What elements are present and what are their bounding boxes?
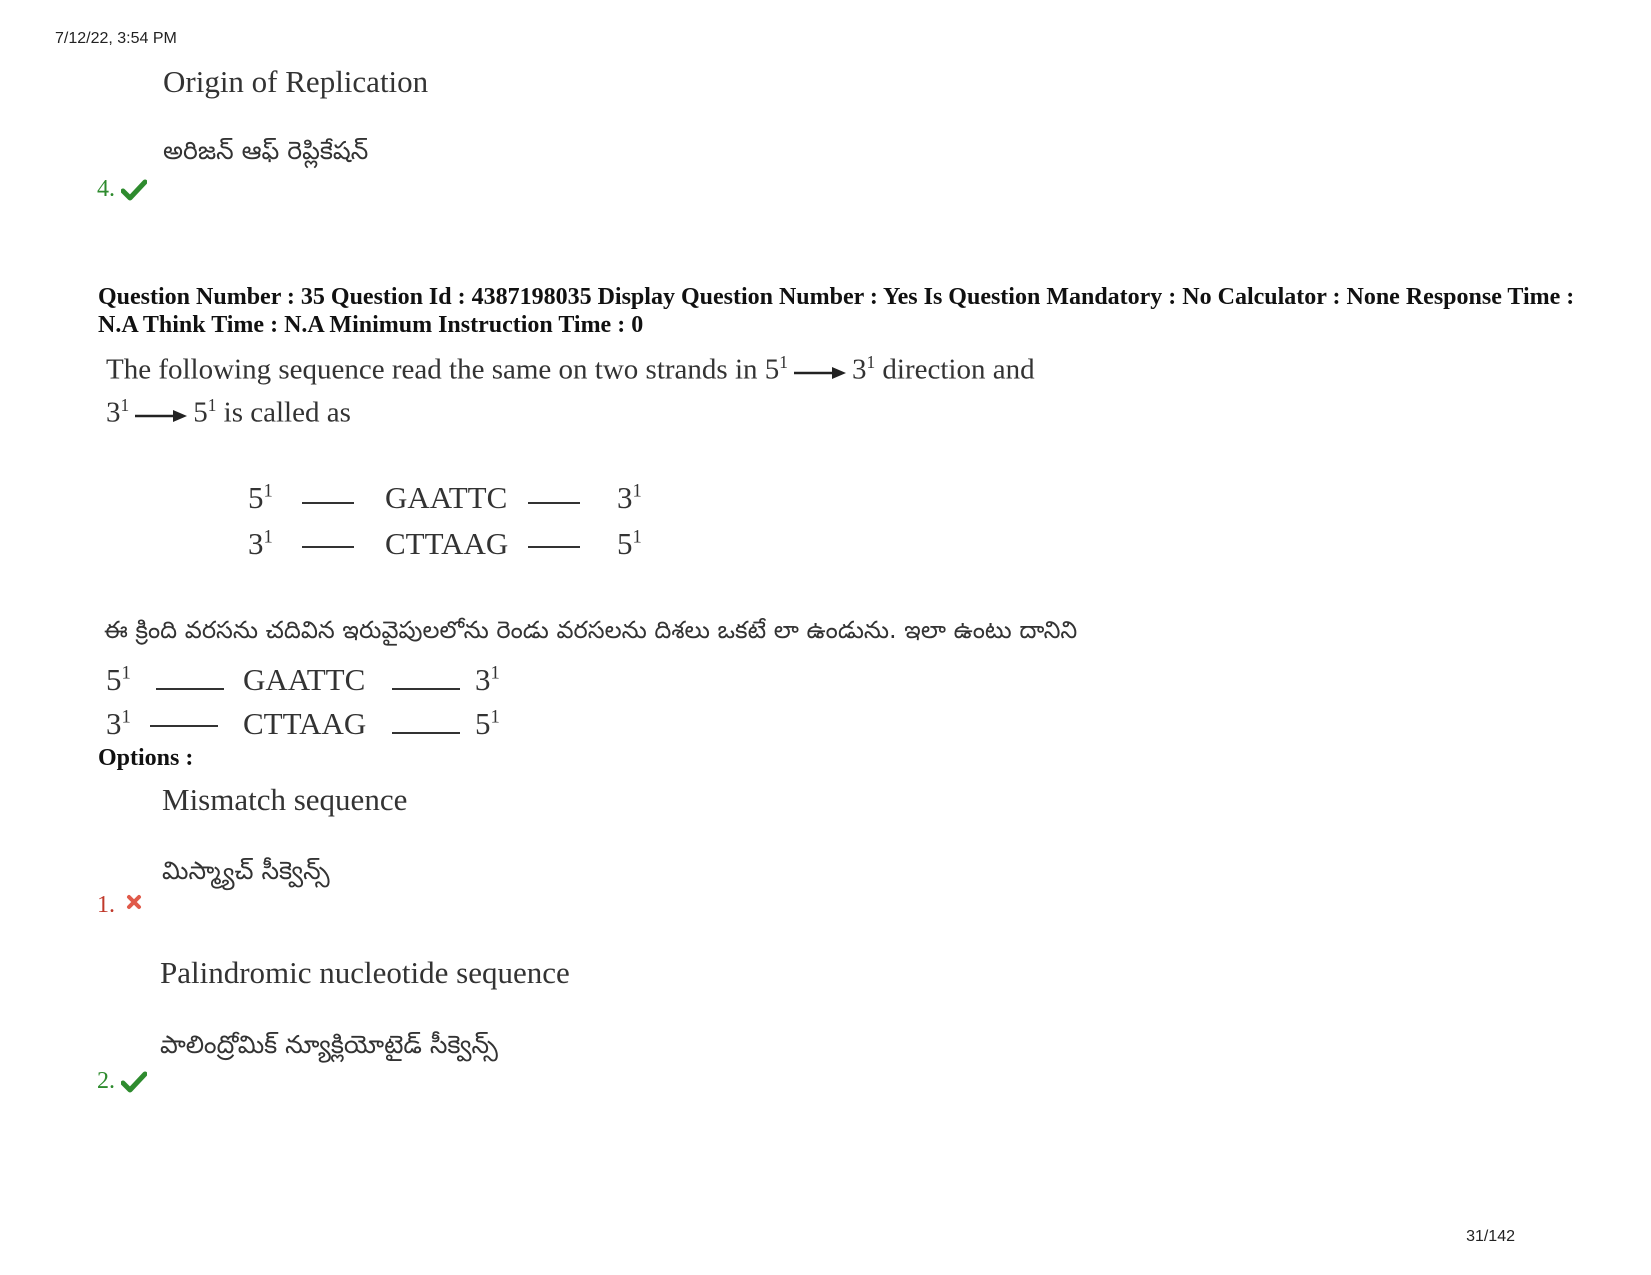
option-2-text-te: పాలింద్రోమిక్ న్యూక్లియోటైడ్ సీక్వెన్స్	[160, 1030, 498, 1059]
question-text-line2: $3^1$ $5^1$ is called as	[106, 395, 351, 432]
option-2-text-en: Palindromic nucleotide sequence	[160, 955, 570, 990]
seq-top-right: $3^1$	[617, 480, 642, 515]
prev-option-text-en: Origin of Replication	[163, 64, 429, 99]
print-timestamp: 7/12/22, 3:54 PM	[55, 30, 177, 47]
page-number: 31/142	[1466, 1228, 1515, 1245]
seq-top-left: $5^1$	[248, 480, 273, 515]
arrow-right-icon	[133, 399, 189, 432]
option-2-number: 2.	[97, 1068, 147, 1095]
prev-option-text-te: అరిజన్ ఆఫ్ రెప్లికేషన్	[163, 136, 369, 165]
seq-te-bottom-left: $3^1$	[106, 706, 131, 741]
option-1-number: 1.	[97, 892, 147, 919]
check-icon	[121, 177, 147, 203]
option-1-text-en: Mismatch sequence	[162, 782, 408, 817]
question-meta: Question Number : 35 Question Id : 4387198035 Display Question Number : Yes Is Question Mandatory : No Calculator : None Response Time : N.A Think Time : N.A Minimum Instruction Time : 0	[98, 284, 1575, 338]
seq-bottom-mid: CTTAAG	[385, 526, 509, 561]
seq-te-bottom-right: $5^1$	[475, 706, 500, 741]
seq-bottom-right: $5^1$	[617, 526, 642, 561]
option-1-text-te: మిస్మ్యాచ్ సీక్వెన్స్	[162, 856, 330, 885]
options-label: Options :	[98, 745, 194, 771]
prev-option-number: 4.	[97, 176, 147, 203]
seq-top-mid: GAATTC	[385, 480, 508, 515]
seq-te-top-right: $3^1$	[475, 662, 500, 697]
check-icon	[121, 1069, 147, 1095]
seq-bottom-left: $3^1$	[248, 526, 273, 561]
question-text-line1: The following sequence read the same on two strands in $5^1$ $3^1$ direction and	[106, 352, 1035, 389]
seq-te-bottom-mid: CTTAAG	[243, 706, 367, 741]
cross-icon	[121, 889, 147, 915]
seq-te-top-mid: GAATTC	[243, 662, 366, 697]
arrow-right-icon	[792, 356, 848, 389]
question-text-te: ఈ క్రింది వరసను చదివిన ఇరువైపులలోను రెండు వరసలను దిశలు ఒకటే లా ఉండును. ఇలా ఉంటు దానిని	[104, 616, 1078, 644]
seq-te-top-left: $5^1$	[106, 662, 131, 697]
